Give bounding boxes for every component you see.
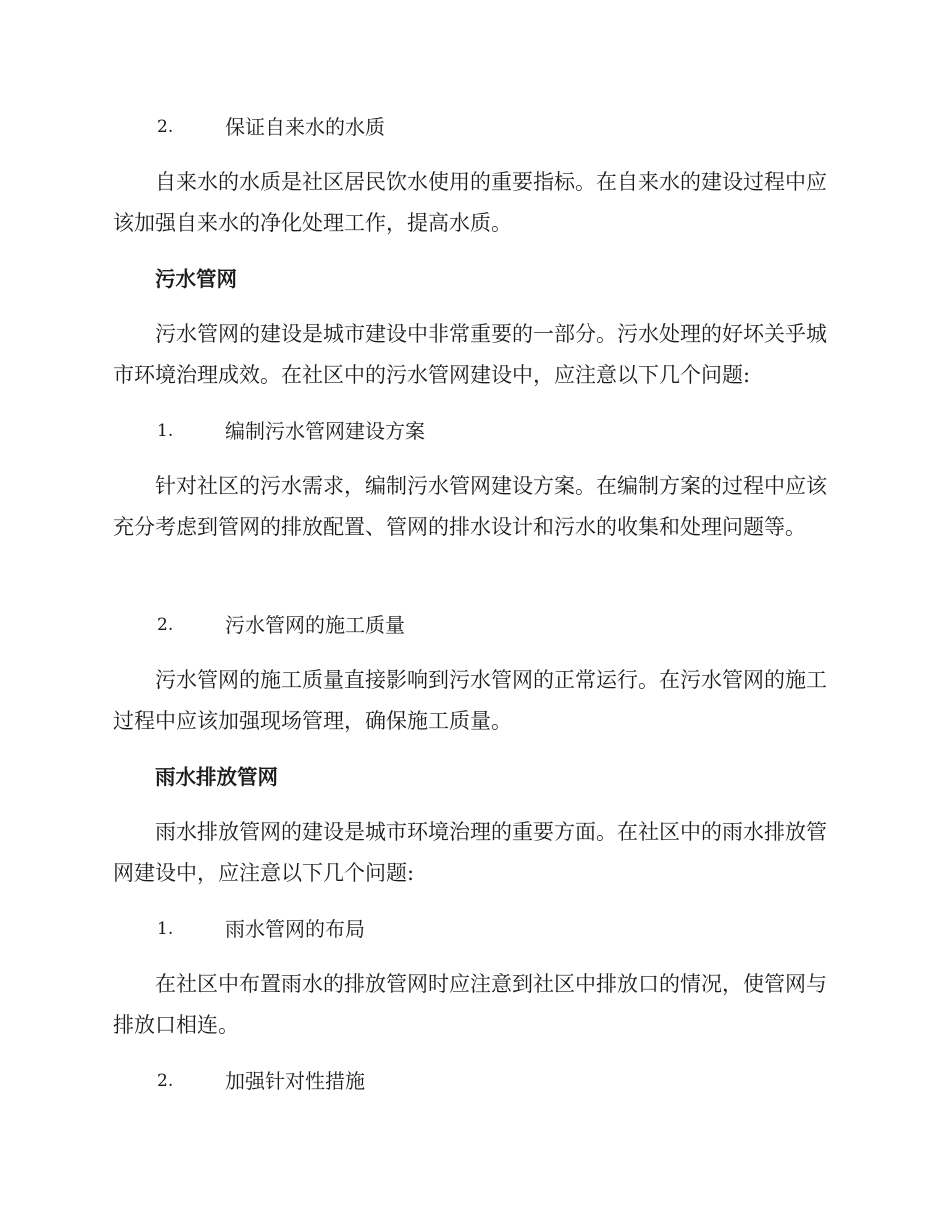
list-number: 2. (157, 615, 174, 635)
section-heading-rainwater: 雨水排放管网 (155, 765, 278, 789)
paragraph-rainwater-intro: 雨水排放管网的建设是城市环境治理的重要方面。在社区中的雨水排放管网建设中，应注意以下几个问题: (113, 820, 827, 885)
list-text: 加强针对性措施 (225, 1069, 365, 1093)
list-number: 2. (157, 117, 174, 137)
list-number: 1. (157, 919, 174, 939)
paragraph-sewage-quality: 污水管网的施工质量直接影响到污水管网的正常运行。在污水管网的施工过程中应该加强现场管理，确保施工质量。 (113, 668, 827, 733)
list-text: 编制污水管网建设方案 (225, 419, 425, 443)
paragraph-rainwater-layout: 在社区中布置雨水的排放管网时应注意到社区中排放口的情况，使管网与排放口相连。 (113, 972, 827, 1037)
list-text: 雨水管网的布局 (225, 917, 365, 941)
list-text: 保证自来水的水质 (225, 115, 385, 139)
section-heading-sewage: 污水管网 (155, 267, 237, 291)
list-number: 2. (157, 1071, 174, 1091)
list-text: 污水管网的施工质量 (225, 613, 405, 637)
paragraph-sewage-intro: 污水管网的建设是城市建设中非常重要的一部分。污水处理的好坏关乎城市环境治理成效。在社区中的污水管网建设中，应注意以下几个问题: (113, 322, 827, 387)
paragraph-sewage-plan: 针对社区的污水需求，编制污水管网建设方案。在编制方案的过程中应该充分考虑到管网的排放配置、管网的排水设计和污水的收集和处理问题等。 (113, 474, 827, 539)
list-number: 1. (157, 421, 174, 441)
paragraph-water-quality: 自来水的水质是社区居民饮水使用的重要指标。在自来水的建设过程中应该加强自来水的净化处理工作，提高水质。 (113, 170, 827, 235)
